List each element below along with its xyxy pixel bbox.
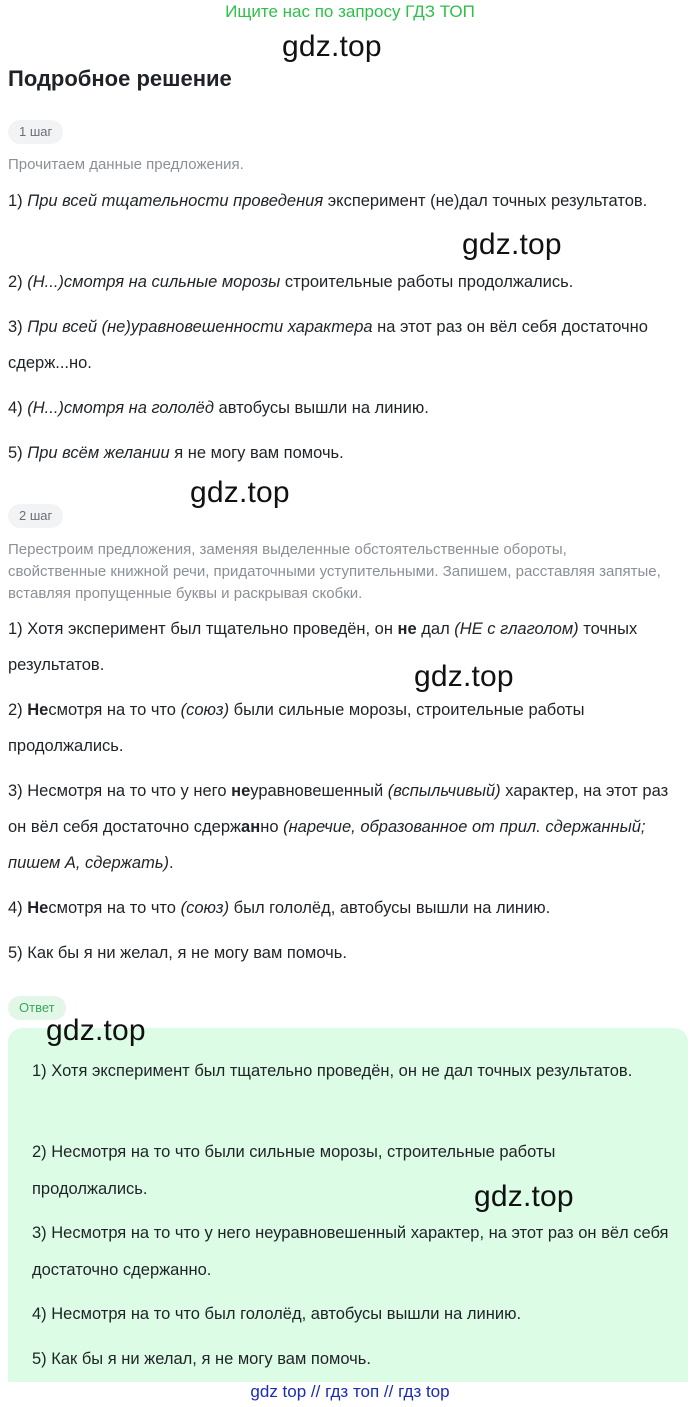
watermark: gdz.top — [474, 1180, 574, 1213]
step-1-intro: Прочитаем данные предложения. — [8, 156, 244, 173]
step-2-sentence-1: 1) Хотя эксперимент был тщательно проведён, он не дал (НЕ с глаголом) точных результатов. — [8, 620, 638, 674]
answer-item-4: 4) Несмотря на то что был гололёд, автобусы вышли на линию. — [32, 1305, 522, 1323]
step-2-intro: Перестроим предложения, заменяя выделенные обстоятельственные обороты, свойственные книжной речи, придаточными уступительными. Запишем, расставляя запятые, вставляя пропущенные буквы и раскрывая скобки. — [8, 541, 661, 602]
step-1-sentence-3: 3) При всей (не)уравновешенности характера на этот раз он вёл себя достаточно сдерж...но. — [8, 318, 648, 372]
step-1-badge: 1 шаг — [8, 120, 63, 144]
step-2-sentence-2: 2) Несмотря на то что (союз) были сильные морозы, строительные работы продолжались. — [8, 701, 585, 755]
watermark: gdz.top — [414, 660, 514, 693]
answer-item-5: 5) Как бы я ни желал, я не могу вам помочь. — [32, 1350, 371, 1368]
search-banner: Ищите нас по запросу ГДЗ ТОП — [225, 2, 475, 21]
answer-item-2: 2) Несмотря на то что были сильные морозы, строительные работы продолжались. — [32, 1143, 556, 1198]
step-2-badge: 2 шаг — [8, 504, 63, 528]
watermark: gdz.top — [462, 228, 562, 261]
step-1-sentence-2: 2) (Н...)смотря на сильные морозы строительные работы продолжались. — [8, 273, 574, 291]
watermark: gdz.top — [190, 476, 290, 509]
footer-links: gdz top // гдз топ // гдз top — [250, 1382, 450, 1401]
watermark: gdz.top — [46, 1014, 146, 1047]
answer-item-3: 3) Несмотря на то что у него неуравновешенный характер, на этот раз он вёл себя достаточно сдержанно. — [32, 1224, 669, 1279]
step-1-sentence-5: 5) При всём желании я не могу вам помочь. — [8, 444, 344, 462]
step-2-sentence-3: 3) Несмотря на то что у него неуравновешенный (вспыльчивый) характер, на этот раз он вёл себя достаточно сдержанно (наречие, образованное от прил. сдержанный; пишем А, сдержать). — [8, 782, 669, 872]
answer-badge: Ответ — [8, 996, 66, 1020]
answer-item-1: 1) Хотя эксперимент был тщательно проведён, он не дал точных результатов. — [32, 1062, 633, 1080]
step-2-sentence-5: 5) Как бы я ни желал, я не могу вам помочь. — [8, 944, 347, 962]
step-1-sentence-1: 1) При всей тщательности проведения эксперимент (не)дал точных результатов. — [8, 192, 648, 210]
step-1-sentence-4: 4) (Н...)смотря на гололёд автобусы вышли на линию. — [8, 399, 429, 417]
step-2-sentence-4: 4) Несмотря на то что (союз) был гололёд, автобусы вышли на линию. — [8, 899, 551, 917]
page-title: Подробное решение — [8, 66, 232, 91]
watermark: gdz.top — [282, 30, 382, 63]
